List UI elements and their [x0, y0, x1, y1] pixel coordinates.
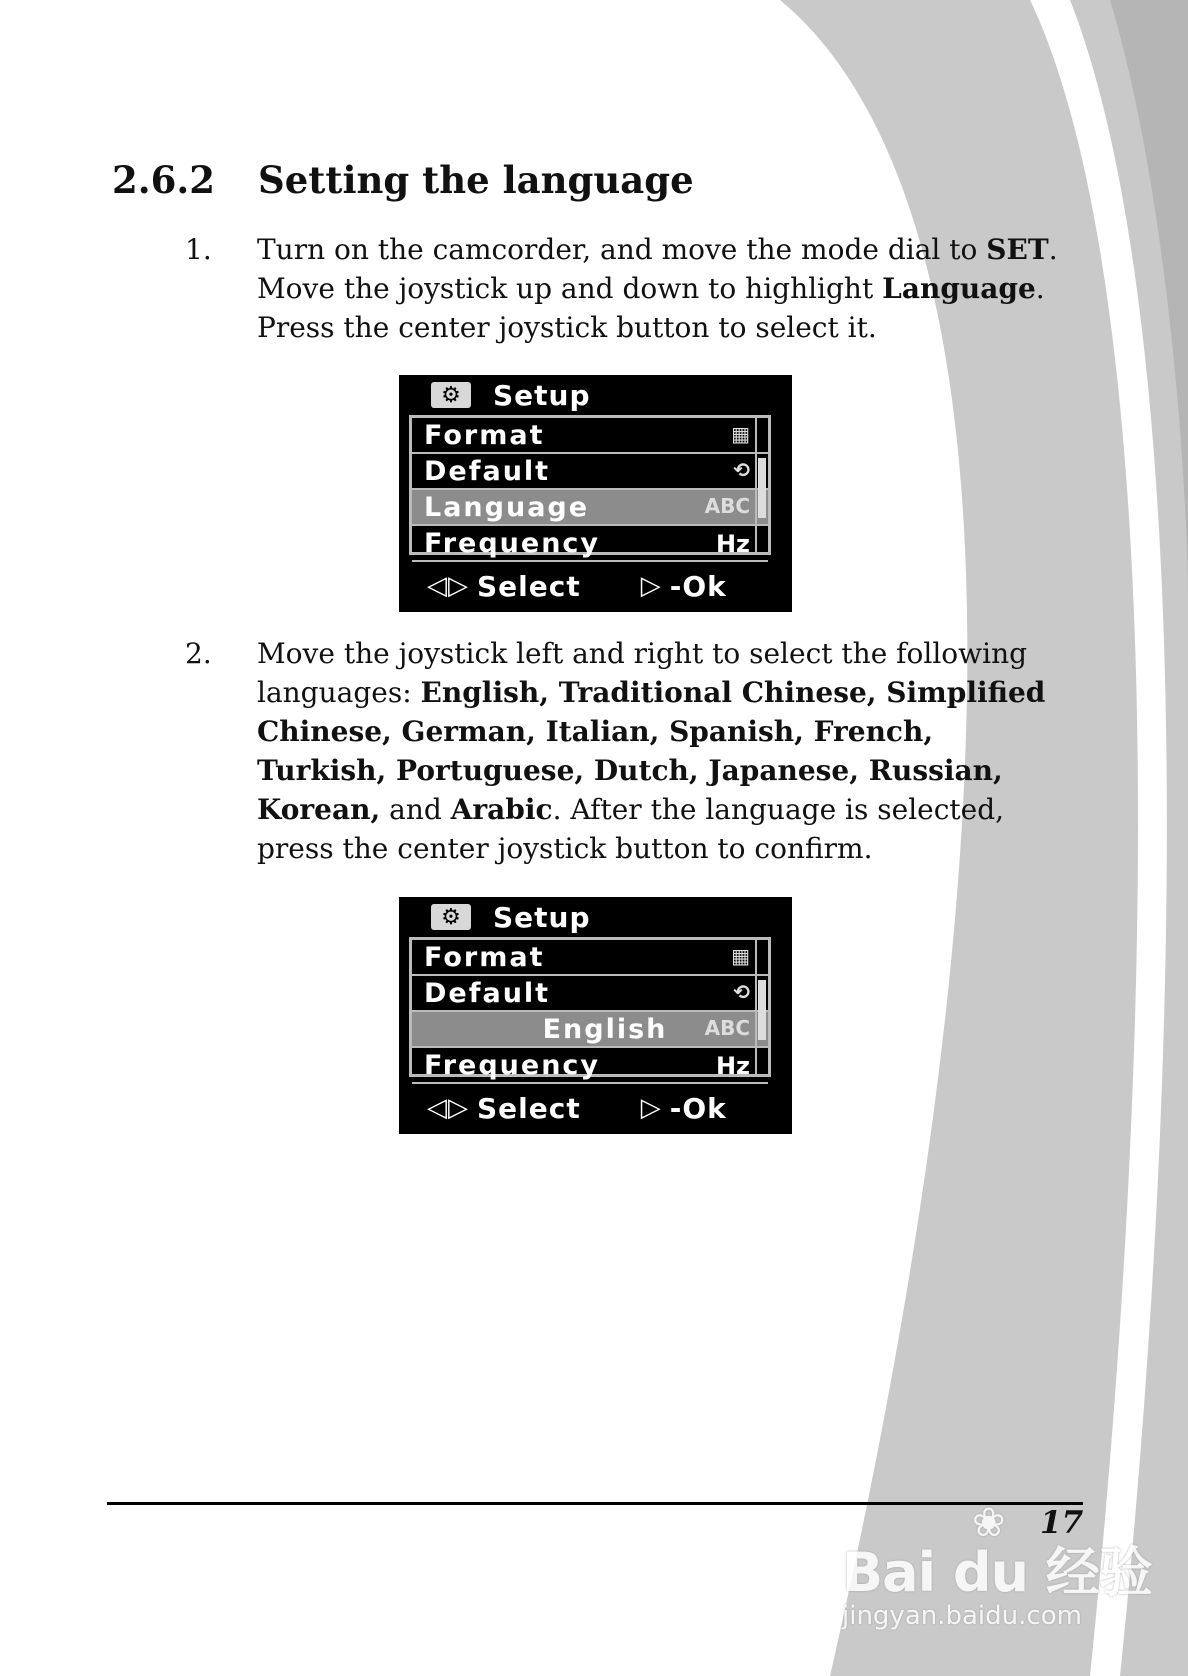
text-run: Turn on the camcorder, and move the mode dial to — [257, 233, 987, 266]
bold-term: Arabic — [450, 793, 553, 826]
lcd-menu-label: Default — [424, 977, 551, 1009]
lcd-menu-label: English — [542, 1013, 668, 1045]
bold-term: Language — [882, 272, 1036, 305]
step-number: 2. — [185, 637, 212, 670]
setup-menu-screen-1 — [399, 375, 792, 612]
hz-icon: Hz — [715, 1052, 750, 1080]
gear-icon: ⚙ — [431, 382, 471, 408]
footer-select-label: Select — [477, 569, 581, 603]
bold-term: English, Traditional Chinese, Simplified Chinese, German, Italian, Spanish, French, Turkish, Portuguese, Dutch, Japanese, Russian, Korean, — [257, 676, 1046, 826]
step-number: 1. — [185, 233, 212, 266]
lcd-menu-label: Default — [424, 455, 551, 487]
text-run: . After the language is selected, press the center joystick button to confirm. — [257, 793, 1005, 865]
bold-term: SET — [986, 233, 1049, 266]
footer-ok-label: -Ok — [669, 569, 727, 603]
footer-ok-label: -Ok — [669, 1091, 727, 1125]
lcd-menu-item — [412, 940, 768, 976]
step-1 — [185, 230, 1065, 347]
lcd-menu-label: Format — [424, 941, 545, 973]
lcd-menu-list — [409, 937, 771, 1081]
step-text — [257, 230, 1065, 347]
section-number: 2.6.2 — [112, 158, 215, 202]
lcd-title-bar — [431, 379, 591, 411]
lcd-menu-item — [412, 418, 768, 454]
lcd-scrollbar — [755, 940, 769, 1074]
lcd-scrollbar — [755, 418, 769, 552]
lcd-menu-item — [412, 526, 768, 562]
step-2 — [185, 634, 1065, 868]
lcd-title: Setup — [493, 378, 591, 412]
joystick-press-icon: ▷ — [640, 571, 662, 601]
setup-menu-screen-2 — [399, 897, 792, 1134]
joystick-press-icon: ▷ — [640, 1093, 662, 1123]
hz-icon: Hz — [715, 530, 750, 558]
lcd-menu-item — [412, 1012, 768, 1048]
footer-select-label: Select — [477, 1091, 581, 1125]
joystick-select-icon: ◁▷ — [427, 1093, 469, 1123]
lcd-menu-item — [412, 454, 768, 490]
lcd-menu-label: Frequency — [424, 527, 601, 559]
paw-icon: ❀ — [972, 1500, 1006, 1546]
lcd-footer — [427, 1090, 767, 1126]
lcd-menu-label: Format — [424, 419, 545, 451]
scrollbar-thumb — [758, 458, 766, 518]
lcd-title-bar — [431, 901, 591, 933]
section-title: Setting the language — [258, 158, 694, 202]
lcd-menu-label: Language — [424, 491, 590, 523]
footer-rule — [107, 1502, 1083, 1505]
lcd-menu-label: Frequency — [424, 1049, 601, 1081]
watermark-brand: Bai du 经验 — [842, 1541, 1152, 1604]
abc-bubble-icon: ABC — [704, 494, 750, 518]
lcd-footer — [427, 568, 767, 604]
format-card-icon: ▦ — [731, 422, 750, 446]
section-heading — [112, 158, 694, 202]
lcd-menu-item — [412, 490, 768, 526]
format-card-icon: ▦ — [731, 944, 750, 968]
abc-bubble-icon: ABC — [704, 1016, 750, 1040]
default-reset-icon: ⟲ — [733, 458, 750, 482]
scrollbar-thumb — [758, 980, 766, 1040]
text-run: and — [380, 793, 451, 826]
lcd-menu-item — [412, 1048, 768, 1084]
lcd-title: Setup — [493, 900, 591, 934]
watermark-url: jingyan.baidu.com — [842, 1601, 1082, 1631]
text-run: Move the joystick left and right to select the following languages: — [257, 637, 1028, 709]
lcd-menu-item — [412, 976, 768, 1012]
text-run: . Move the joystick up and down to highlight — [257, 233, 1058, 305]
page-number: 17 — [1040, 1505, 1084, 1541]
text-run: . Press the center joystick button to select it. — [257, 272, 1045, 344]
step-text — [257, 634, 1065, 868]
joystick-select-icon: ◁▷ — [427, 571, 469, 601]
gear-icon: ⚙ — [431, 904, 471, 930]
default-reset-icon: ⟲ — [733, 980, 750, 1004]
lcd-menu-list — [409, 415, 771, 559]
